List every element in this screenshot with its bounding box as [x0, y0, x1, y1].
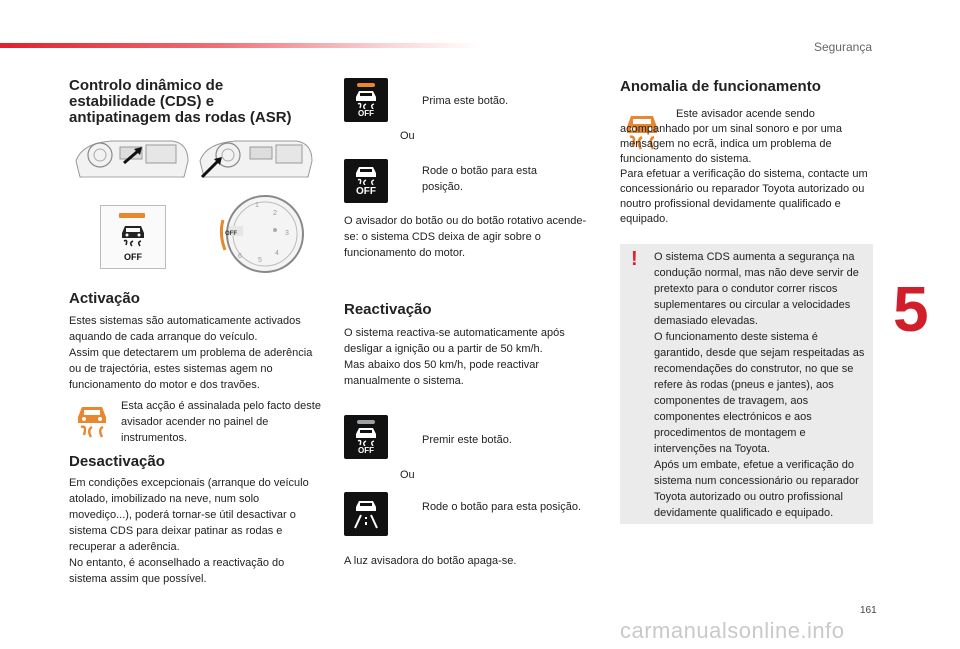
page-title: Controlo dinâmico de estabilidade (CDS) e antipatinagem das rodas (ASR) [69, 77, 292, 126]
dial-position-off-label: OFF [356, 186, 376, 197]
dial-mark-3: 3 [285, 230, 289, 237]
dial-mark-4: 4 [275, 250, 279, 257]
skidding-car-icon [354, 426, 378, 446]
normal-road-dial-position [344, 492, 388, 536]
skidding-car-icon [354, 165, 378, 185]
step-press-button: Prima este botão. [422, 95, 509, 107]
cds-off-dial-position [344, 159, 388, 203]
lamp-note: O avisador do botão ou do botão rotativo acende-se: o sistema CDS deixa de agir sobre o funcionamento do motor. [344, 215, 587, 259]
dial-mark-2: 2 [273, 210, 277, 217]
warning-text: O sistema CDS aumenta a segurança na condução normal, mas não deve servir de pretexto para o condutor correr riscos suplementares ou circular a velocidades demasiado elevadas. O funcionamento deste sistema é garantido, desde que sejam respeitadas as recomendações do construtor, no que se refere às rodas (pneus e jantes), aos componentes de travagem, aos componentes electrónicos e aos procedimentos de montagem e intervenções na Toyota. Após um embate, efetue a verificação do sistema num concessionário ou reparador Toyota autorizado ou outro profissional devidamente qualificado e equipado. [654, 251, 865, 519]
or-text-1: Ou [400, 130, 415, 142]
or-text-2: Ou [400, 469, 415, 481]
unlit-indicator [357, 420, 375, 424]
dial-mark-1: 1 [255, 202, 259, 209]
dashboard-illustration-left [72, 137, 192, 185]
page-number: 161 [860, 605, 877, 616]
off-label: OFF [124, 252, 142, 262]
lit-indicator [357, 83, 375, 87]
reactivation-heading: Reactivação [344, 301, 432, 318]
warning-box [620, 244, 873, 524]
dashboard-illustration-right [196, 137, 316, 185]
section-title: Segurança [813, 40, 872, 54]
button-off-label: OFF [358, 446, 374, 455]
light-off-text: A luz avisadora do botão apaga-se. [344, 555, 517, 567]
deactivation-heading: Desactivação [69, 453, 165, 470]
reactivation-text: O sistema reactiva-se automaticamente após desligar a ignição ou a partir de 50 km/h. Mas abaixo dos 50 km/h, pode reactivar manualmente o sistema. [344, 327, 565, 387]
dial-mark-6: 6 [238, 253, 242, 260]
exclamation-icon: ! [631, 248, 638, 270]
activation-text: Estes sistemas são automaticamente activados aquando de cada arranque do veículo. Assim que detectarem um problema de aderência ou de trajectória, estes sistemas agem no funcionamento do motor e dos travões. [69, 315, 313, 391]
step-turn-dial: Rode o botão para esta posição. [422, 165, 537, 193]
malfunction-text: Este avisador acende sendo acompanhado por um sinal sonoro e por uma mensagem no ecrã, indica um problema de funcionamento do sistema. Para efetuar a verificação do sistema, contacte um concessionário ou reparador Toyota autorizado ou noutro profissional devidamente qualificado e equipado. [620, 108, 868, 225]
esc-warning-icon [76, 403, 108, 441]
activation-heading: Activação [69, 290, 140, 307]
car-road-icon [352, 499, 380, 529]
activation-note: Esta acção é assinalada pelo facto deste avisador acender no painel de instrumentos. [121, 400, 321, 444]
malfunction-heading: Anomalia de funcionamento [620, 78, 821, 95]
cds-button-unlit [344, 415, 388, 459]
header-accent-bar [0, 43, 480, 48]
cds-off-button-panel [100, 205, 166, 269]
button-off-label: OFF [358, 109, 374, 118]
watermark: carmanualsonline.info [620, 618, 845, 643]
dial-mark-5: 5 [258, 257, 262, 264]
skidding-car-icon [120, 223, 146, 247]
indicator-lamp [119, 213, 145, 218]
dial-off-label: OFF [225, 231, 237, 237]
step-press-button-2: Premir este botão. [422, 434, 512, 446]
cds-off-button-lit [344, 78, 388, 122]
skidding-car-icon [354, 89, 378, 109]
step-turn-dial-2: Rode o botão para esta posição. [422, 501, 582, 513]
chapter-number: 5 [893, 273, 929, 345]
deactivation-text: Em condições excepcionais (arranque do veículo atolado, imobilizado na neve, num solo movediço...), poderá tornar-se útil desactivar o sistema CDS para deixar patinar as rodas e recuperar a aderência. No entanto, é aconselhado a reactivação do sistema assim que possível. [69, 477, 309, 585]
